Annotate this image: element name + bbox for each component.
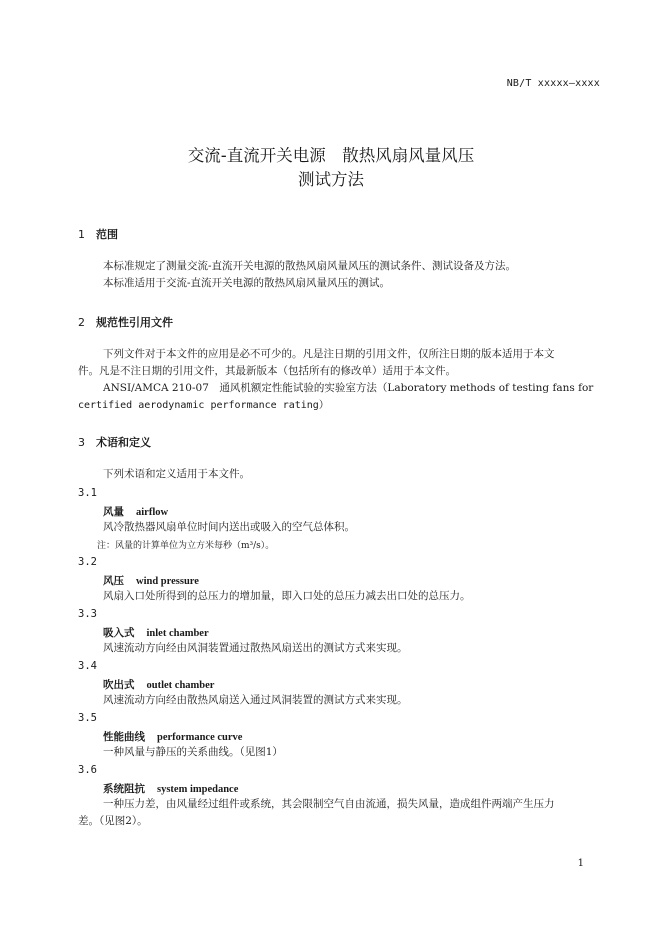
clause-number: 3.6 <box>78 764 97 776</box>
paragraph: 下列文件对于本文件的应用是必不可少的。凡是注日期的引用文件，仅所注日期的版本适用于本文 <box>103 348 555 360</box>
section-heading-scope <box>78 226 118 242</box>
paragraph: 下列术语和定义适用于本文件。 <box>103 468 250 480</box>
term-heading <box>103 677 214 692</box>
term-definition: 风速流动方向经由风洞装置通过散热风扇送出的测试方式来实现。 <box>103 642 408 654</box>
section-heading-terms <box>78 434 151 450</box>
section-title: 规范性引用文件 <box>96 316 173 329</box>
section-title: 范围 <box>96 228 118 241</box>
term-cn: 风量 <box>103 506 124 518</box>
term-definition: 一种风量与静压的关系曲线。（见图1） <box>103 746 283 758</box>
section-number: 2 <box>78 316 85 329</box>
paragraph: 本标准规定了测量交流-直流开关电源的散热风扇风量风压的测试条件、测试设备及方法。 <box>103 260 517 272</box>
term-heading <box>103 781 238 796</box>
term-en: inlet chamber <box>146 628 209 639</box>
term-en: outlet chamber <box>146 680 215 691</box>
clause-number: 3.2 <box>78 556 97 568</box>
reference-line: ANSI/AMCA 210-07 通风机额定性能试验的实验室方法（Laboratory methods of testing fans for <box>103 382 594 394</box>
term-definition: 风冷散热器风扇单位时间内送出或吸入的空气总体积。 <box>103 521 355 533</box>
term-cn: 性能曲线 <box>103 731 145 743</box>
clause-number: 3.3 <box>78 608 97 620</box>
term-en: system impedance <box>157 784 239 795</box>
section-number: 3 <box>78 436 85 449</box>
term-heading <box>103 625 209 640</box>
paragraph: 件。凡是不注日期的引用文件，其最新版本（包括所有的修改单）适用于本文件。 <box>78 365 456 377</box>
term-note: 注：风量的计算单位为立方米每秒（m³/s）。 <box>97 541 275 551</box>
clause-number: 3.5 <box>78 712 97 724</box>
term-en: wind pressure <box>136 576 199 587</box>
doc-title-line1: 交流-直流开关电源 散热风扇风量风压 <box>187 146 475 165</box>
section-title: 术语和定义 <box>96 436 151 449</box>
doc-title-line2: 测试方法 <box>298 170 364 189</box>
section-heading-normative-references <box>78 314 173 330</box>
section-number: 1 <box>78 228 85 241</box>
term-cn: 风压 <box>103 575 124 587</box>
clause-number: 3.1 <box>78 487 97 499</box>
reference-line-cont: certified aerodynamic performance rating） <box>78 400 329 411</box>
term-en: airflow <box>136 507 169 518</box>
term-definition: 风速流动方向经由散热风扇送入通过风洞装置的测试方式来实现。 <box>103 694 408 706</box>
page-number: 1 <box>577 858 584 869</box>
clause-number: 3.4 <box>78 660 97 672</box>
paragraph: 本标准适用于交流-直流开关电源的散热风扇风量风压的测试。 <box>103 277 391 289</box>
term-cn: 吸入式 <box>103 627 135 639</box>
term-heading <box>103 729 242 744</box>
term-definition: 风扇入口处所得到的总压力的增加量，即入口处的总压力减去出口处的总压力。 <box>103 590 471 602</box>
term-definition: 一种压力差，由风量经过组件或系统，其会限制空气自由流通，损失风量，造成组件两端产生压力 <box>103 798 555 810</box>
term-en: performance curve <box>157 732 243 743</box>
term-heading <box>103 573 199 588</box>
standard-code: NB/T xxxxx—xxxx <box>506 78 600 89</box>
term-definition-cont: 差。（见图2）。 <box>78 815 148 827</box>
term-cn: 吹出式 <box>103 679 135 691</box>
term-cn: 系统阻抗 <box>103 783 145 795</box>
term-heading <box>103 504 168 519</box>
